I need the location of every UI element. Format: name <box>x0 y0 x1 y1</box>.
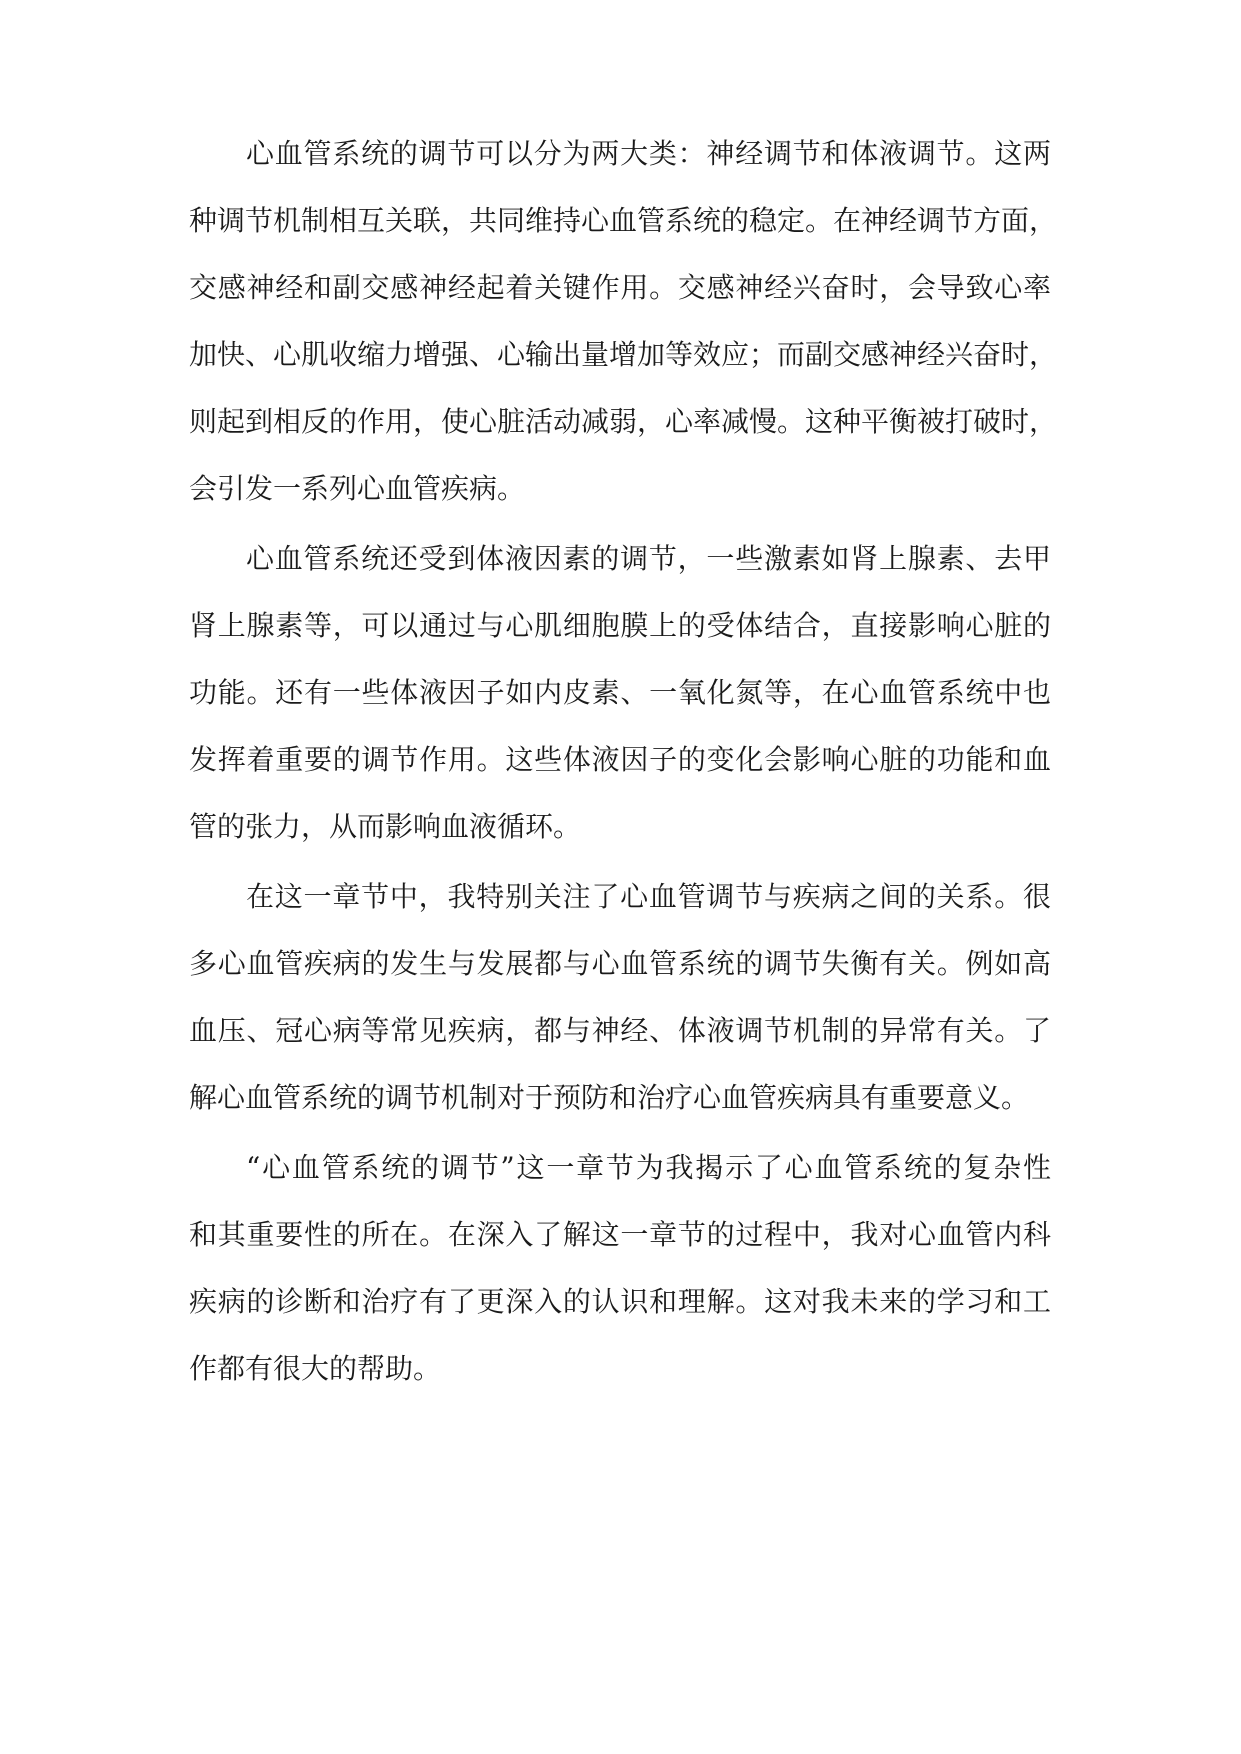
paragraph-1-line-4: 加快、心肌收缩力增强、心输出量增加等效应；而副交感神经兴奋时， <box>189 338 1058 371</box>
paragraph-1-line-1: 心血管系统的调节可以分为两大类：神经调节和体液调节。这两 <box>246 137 1051 170</box>
paragraph-4-line-4: 作都有很大的帮助。 <box>189 1352 442 1385</box>
paragraph-2-line-3: 功能。还有一些体液因子如内皮素、一氧化氮等，在心血管系统中也 <box>189 676 1051 709</box>
paragraph-4-line-2: 和其重要性的所在。在深入了解这一章节的过程中，我对心血管内科 <box>189 1218 1051 1251</box>
paragraph-1-line-5: 则起到相反的作用，使心脏活动减弱，心率减慢。这种平衡被打破时， <box>189 405 1058 438</box>
paragraph-3-line-4: 解心血管系统的调节机制对于预防和治疗心血管疾病具有重要意义。 <box>189 1081 1030 1114</box>
paragraph-1-line-3: 交感神经和副交感神经起着关键作用。交感神经兴奋时，会导致心率 <box>189 271 1051 304</box>
paragraph-2-line-4: 发挥着重要的调节作用。这些体液因子的变化会影响心脏的功能和血 <box>189 743 1051 776</box>
paragraph-4-line-3: 疾病的诊断和治疗有了更深入的认识和理解。这对我未来的学习和工 <box>189 1285 1051 1318</box>
paragraph-1-line-2: 种调节机制相互关联，共同维持心血管系统的稳定。在神经调节方面， <box>189 204 1058 237</box>
paragraph-2-line-5: 管的张力，从而影响血液循环。 <box>189 810 582 843</box>
paragraph-3-line-2: 多心血管疾病的发生与发展都与心血管系统的调节失衡有关。例如高 <box>189 947 1051 980</box>
paragraph-4-line-1: “心血管系统的调节”这一章节为我揭示了心血管系统的复杂性 <box>246 1151 1051 1184</box>
paragraph-3-line-3: 血压、冠心病等常见疾病，都与神经、体液调节机制的异常有关。了 <box>189 1014 1051 1047</box>
paragraph-2-line-1: 心血管系统还受到体液因素的调节，一些激素如肾上腺素、去甲 <box>246 542 1051 575</box>
paragraph-2-line-2: 肾上腺素等，可以通过与心肌细胞膜上的受体结合，直接影响心脏的 <box>189 609 1051 642</box>
paragraph-3-line-1: 在这一章节中，我特别关注了心血管调节与疾病之间的关系。很 <box>246 880 1051 913</box>
paragraph-1-line-6: 会引发一系列心血管疾病。 <box>189 472 526 505</box>
